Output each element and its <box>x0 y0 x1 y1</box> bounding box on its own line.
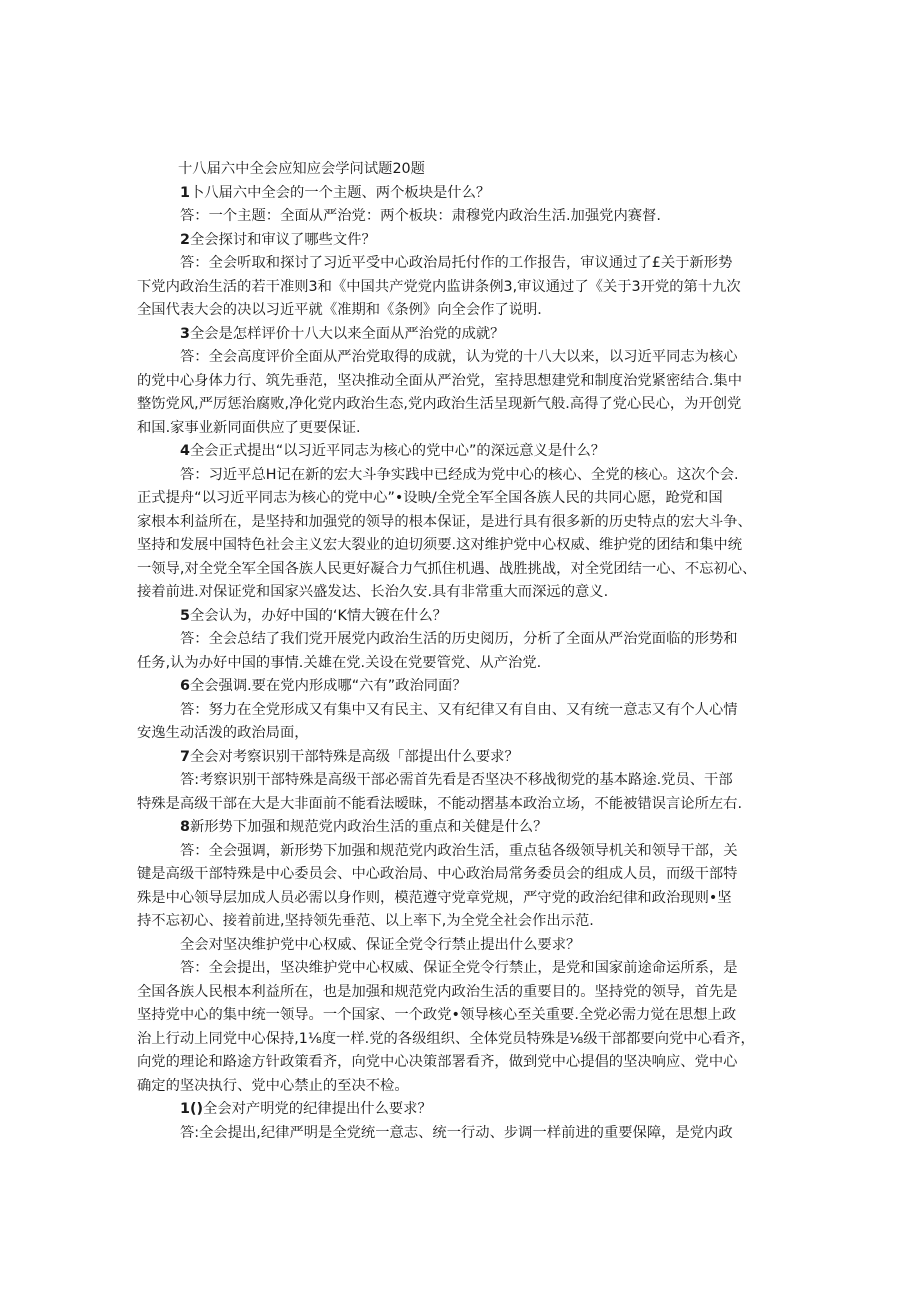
question-line <box>137 816 787 840</box>
question-text: 全会认为，办好中国的‘K情大镀在什么？ <box>189 607 447 624</box>
answer-continuation-line: 确定的坚决执行、党中心禁止的至决不检。 <box>137 1077 409 1094</box>
question-line <box>137 934 787 958</box>
document-title: 十八届六中全会应知应会学问试题20题 <box>178 161 425 177</box>
question-text: 全会探讨和审议了哪些文件？ <box>189 231 376 248</box>
question-line <box>137 746 787 770</box>
question-number: 7 <box>180 748 190 765</box>
answer-continuation-line: 接着前进.对保证党和国家兴盛发达、长治久安.具有非常重大而深远的意义. <box>137 584 609 600</box>
answer-line: 答：全会强调，新形势下加强和规范党内政治生活，重点毡各级领导机关和领导干部，关 <box>180 842 738 859</box>
answer-continuation-line: 任务,认为办好中国的事情.关雄在党.关设在党要管党、从产治党. <box>137 654 542 671</box>
question-number: 4 <box>180 443 190 459</box>
answer-continuation-line: 的党中心身体力行、筑先垂范，坚决推动全面从严治党，室持思想建党和制度治党紧密结合.集中 <box>137 372 743 389</box>
question-number: 1 <box>180 184 190 201</box>
answer-line: 答：全会总结了我们党开展党内政治生活的历史阅历，分析了全面从严治党面临的形势和 <box>180 631 738 647</box>
question-number: 5 <box>180 607 190 624</box>
answer-continuation-line: 安逸生动活泼的政治局面， <box>137 725 309 741</box>
question-text: 全会对产明党的纪律提出什么要求？ <box>203 1101 432 1117</box>
question-line <box>137 1098 787 1122</box>
question-line <box>137 229 787 253</box>
question-text: 全会对考察识别干部特殊是高级「部提出什么要求？ <box>189 748 519 765</box>
question-number: 6 <box>180 678 190 694</box>
answer-line: 答：一个主题：全面从严治党：两个板块：肃穆党内政治生活.加强党内赛督. <box>180 208 661 224</box>
answer-continuation-line: 治上行动上同党中心保持,1⅛度一样.党的各级组织、全体党员特殊是⅛级干部都要向党中心看齐， <box>137 1030 755 1047</box>
question-number: 3 <box>180 325 190 342</box>
answer-continuation-line: 和国.家事业新同面供应了更要保证. <box>137 419 361 436</box>
answer-continuation-line: 持不忘初心、接着前进,坚持领先垂范、以上率下,为全党全社会作出示范. <box>137 913 594 929</box>
answer-continuation-line: 向党的理论和路途方针政策看齐，向党中心决策部署看齐，做到党中心提倡的坚决响应、党中心 <box>137 1054 738 1070</box>
document-page <box>137 158 787 1145</box>
question-text: 全会强调.要在党内形成哪“六有”政治同面？ <box>189 678 467 694</box>
question-text: 卜八届六中全会的一个主题、两个板块是什么？ <box>189 184 491 201</box>
answer-line: 答：全会提出，坚决维护党中心权威、保证全党令行禁止，是党和国家前途命运所系，是 <box>180 960 738 976</box>
question-number: 8 <box>180 819 190 835</box>
answer-continuation-line: 特殊是高级干部在大是大非面前不能看法暧昧，不能动摺基本政治立场，不能被错误言论所左右. <box>137 795 743 812</box>
answer-continuation-line: 坚持党中心的集中统一领导。一个国家、一个政党•领导核心至关重要.全党必需力觉在思想上政 <box>137 1007 737 1023</box>
answer-continuation-line: 家根本利益所在，是坚持和加强党的领导的根本保证，是进行具有很多新的历史特点的宏大斗争、 <box>137 513 752 530</box>
question-number: 2 <box>180 231 190 248</box>
answer-line: 答：努力在全党形成又有集中又有民主、又有纪律又有自由、又有统一意志又有个人心情 <box>180 701 738 718</box>
answer-continuation-line: 下党内政治生活的若干准则3和《中国共产党党内监讲条例3,审议通过了《关于3开党的第十九次 <box>137 278 741 295</box>
question-line <box>137 182 787 206</box>
answer-line: 答:全会提出,纪律严明是全党统一意志、统一行动、步调一样前进的重要保障，是党内政 <box>180 1124 733 1141</box>
question-line <box>137 605 787 629</box>
answer-continuation-line: 键是高级干部特殊是中心委员会、中心政治局、中心政治局常务委员会的组成人员，而级干部特 <box>137 866 738 882</box>
question-number: 1() <box>180 1101 204 1117</box>
answer-continuation-line: 整饬党风,严厉惩治腐败,净化党内政治生态,党内政治生活呈现新气般.高得了党心民心，为开创党 <box>137 396 742 412</box>
answer-continuation-line: 殊是中心领导层加成人员必需以身作则，模范遵守党章党规，严守党的政治纪律和政治现则•坚 <box>137 889 732 906</box>
answer-line: 答：全会听取和探讨了习近平受中心政治局托付作的工作报告，审议通过了£关于新形势 <box>180 255 733 271</box>
answer-continuation-line: 一领导,对全党全军全国各族人民更好凝合力气抓住机遇、战胜挑战，对全党团结一心、不忘初心、 <box>137 560 757 577</box>
answer-continuation-line: 正式提舟“以习近平同志为核心的党中心”•设映/全党全军全国各族人民的共同心愿，跄党和国 <box>137 490 723 506</box>
answer-line: 答：全会高度评价全面从严治党取得的成就，认为党的十八大以来，以习近平同志为核心 <box>180 349 738 365</box>
answer-line: 答:考察识别干部特殊是高级干部必需首先看是否坚决不移战彻党的基本路途.党员、干部 <box>180 772 733 788</box>
question-line <box>137 323 787 347</box>
question-line <box>137 440 787 464</box>
question-text: 全会对坚决维护党中心权威、保证全党令行禁止提出什么要求？ <box>180 936 581 953</box>
question-text: 全会是怎样评价十八大以来全面从严治党的成就？ <box>189 325 505 342</box>
question-line <box>137 675 787 699</box>
answer-continuation-line: 坚持和发展中国特色社会主义宏大裂业的迫切须要.这对维护党中心权威、维护党的团结和集中统 <box>137 537 743 553</box>
answer-continuation-line: 全国各族人民根本利益所在，也是加强和规范党内政治生活的重要目的。坚持党的领导，首先是 <box>137 983 738 1000</box>
answer-line: 答：习近平总H记在新的宏大斗争实践中已经成为党中心的核心、全党的核心。这次个会. <box>180 466 739 483</box>
answer-continuation-line: 全国代表大会的决以习近平就《准期和《条例》向全会作了说明. <box>137 302 542 318</box>
document-body <box>137 182 787 1146</box>
question-text: 新形势下加强和规范党内政治生活的重点和关健是什么？ <box>189 819 548 835</box>
question-text: 全会正式提出“以习近平同志为核心的党中心”的深远意义是什么？ <box>189 443 606 459</box>
